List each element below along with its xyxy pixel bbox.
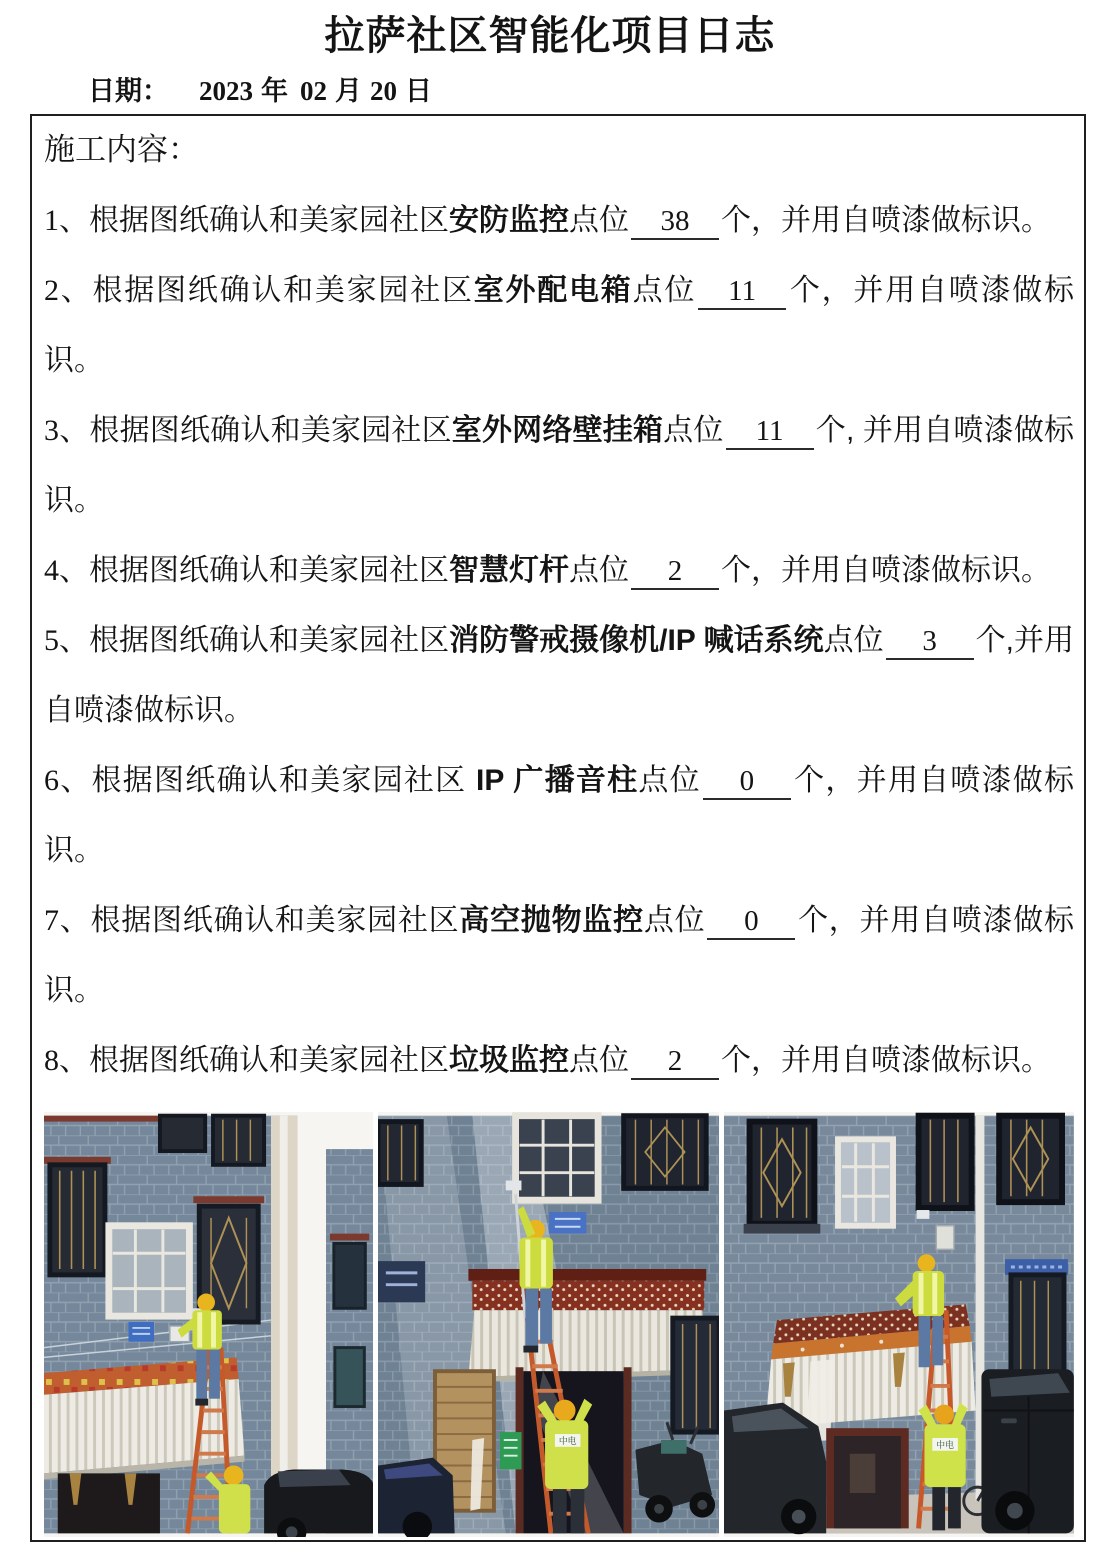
- photo-3-workers-between-cars: [724, 1112, 1074, 1537]
- address-plaque: [549, 1212, 586, 1234]
- ornate-window-3: [673, 1318, 719, 1432]
- suv-car: [264, 1469, 373, 1537]
- vest-label: 中电: [936, 1439, 955, 1450]
- ornate-window: [44, 1157, 111, 1275]
- address-plaque: [129, 1322, 155, 1342]
- parked-car: [378, 1458, 455, 1537]
- log-item-3: 3、根据图纸确认和美家园社区室外网络壁挂箱点位 11 个, 并用自喷漆做标识。: [44, 414, 1075, 517]
- white-lattice-window: [516, 1116, 599, 1201]
- safety-helmet: [918, 1254, 936, 1272]
- section-label: 施工内容：: [44, 132, 199, 167]
- wall-sign: [378, 1261, 425, 1302]
- log-sheet-border-box: [30, 114, 1086, 1542]
- date-year-unit: 年: [261, 76, 288, 106]
- doorway: [58, 1473, 160, 1533]
- blue-lintel-window: [1005, 1259, 1068, 1373]
- parked-car-left: [724, 1403, 826, 1535]
- date-year: 2023: [199, 76, 253, 106]
- hi-vis-vest: [545, 1420, 588, 1489]
- safety-helmet: [554, 1400, 576, 1422]
- log-items: [44, 186, 1074, 1096]
- log-item-8: 8、根据图纸确认和美家园社区垃圾监控点位 2 个，并用自喷漆做标识。: [44, 1026, 1074, 1096]
- doorway: [826, 1428, 909, 1528]
- count-blank: 11: [698, 274, 786, 310]
- count-blank: 38: [631, 204, 719, 240]
- date-label: 日期：: [88, 76, 169, 106]
- ornate-window: [378, 1122, 421, 1185]
- photo-2-workers-at-doorway: [378, 1112, 719, 1537]
- door-handle: [1001, 1418, 1017, 1423]
- count-blank: 0: [707, 904, 795, 940]
- wall-camera: [506, 1181, 522, 1191]
- safety-helmet: [934, 1405, 954, 1425]
- date-day: 20: [370, 76, 397, 106]
- date-month: 02: [300, 76, 327, 106]
- safety-helmet: [224, 1466, 244, 1486]
- hi-vis-vest: [913, 1271, 944, 1316]
- date-day-unit: 日: [405, 76, 432, 106]
- hi-vis-vest: [925, 1424, 966, 1487]
- safety-helmet: [197, 1294, 215, 1312]
- hi-vis-vest: [219, 1484, 250, 1533]
- count-blank: 0: [703, 764, 791, 800]
- ornate-window-2: [624, 1116, 707, 1189]
- log-item-7: 7、根据图纸确认和美家园社区高空抛物监控点位 0 个，并用自喷漆做标识。: [44, 904, 1075, 1007]
- log-item-1: 1、根据图纸确认和美家园社区安防监控点位 38 个，并用自喷漆做标识。: [44, 186, 1074, 256]
- count-blank: 3: [886, 624, 974, 660]
- log-item-6: 6、根据图纸确认和美家园社区 IP 广播音柱点位 0 个，并用自喷漆做标识。: [44, 764, 1075, 867]
- white-lattice-window: [109, 1226, 190, 1316]
- meter-box: [936, 1226, 954, 1250]
- hi-vis-vest: [192, 1310, 221, 1349]
- date-line: [88, 76, 1100, 106]
- hi-vis-vest: [520, 1238, 553, 1289]
- vest-label: 中电: [559, 1435, 577, 1446]
- ornate-window-3: [999, 1116, 1062, 1202]
- log-item-5: 5、根据图纸确认和美家园社区消防警戒摄像机/IP 喊话系统点位 3 个,并用自喷漆做标识。: [44, 624, 1074, 727]
- ornate-window-2: [919, 1116, 972, 1208]
- count-blank: 11: [726, 414, 814, 450]
- log-item-4: 4、根据图纸确认和美家园社区智慧灯杆点位 2 个，并用自喷漆做标识。: [44, 536, 1074, 606]
- wall-camera: [917, 1210, 930, 1219]
- log-item-2: 2、根据图纸确认和美家园社区室外配电箱点位 11 个，并用自喷漆做标识。: [44, 274, 1075, 377]
- date-month-unit: 月: [335, 76, 362, 106]
- photo-1-worker-on-ladder: [44, 1112, 373, 1537]
- parked-suv-right: [982, 1369, 1074, 1533]
- green-sign: [500, 1432, 522, 1469]
- site-photos-row: [44, 1112, 1074, 1537]
- ornate-window: [744, 1122, 821, 1234]
- white-lattice-window: [838, 1139, 893, 1225]
- page-title: 拉萨社区智能化项目日志: [324, 14, 776, 58]
- count-blank: 2: [631, 554, 719, 590]
- count-blank: 2: [631, 1044, 719, 1080]
